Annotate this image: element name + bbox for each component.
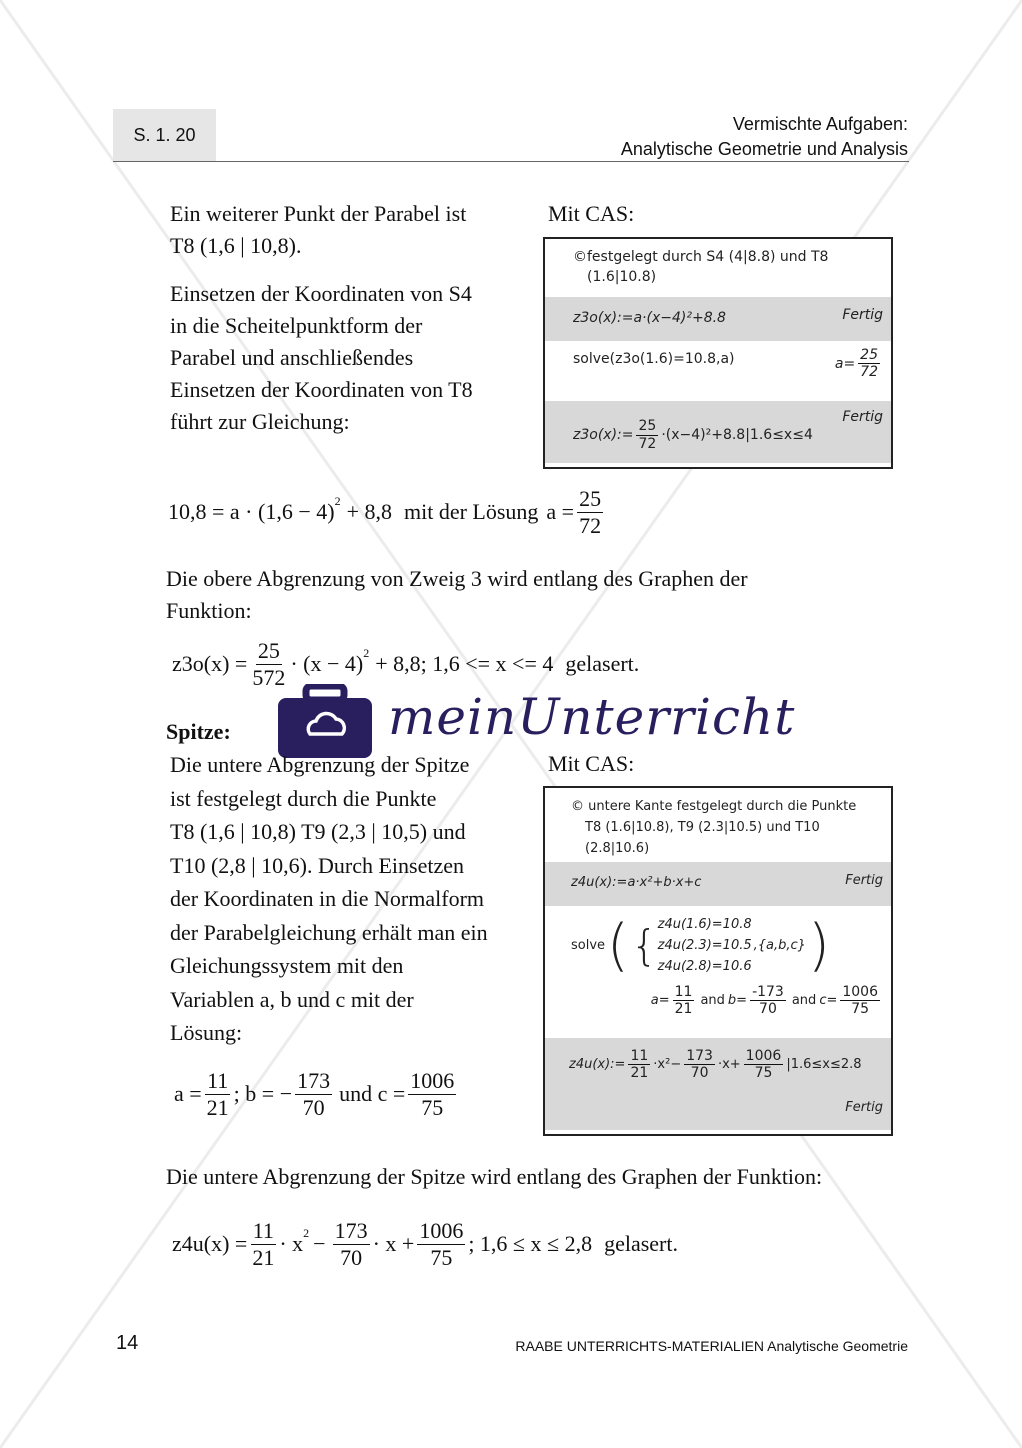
cas-row-define xyxy=(545,297,891,341)
text-line: Einsetzen der Koordinaten von S4 xyxy=(170,281,472,306)
cas-row-define-2 xyxy=(545,1038,891,1130)
cas-result: Fertig xyxy=(842,409,883,425)
section1-explanation xyxy=(170,278,540,438)
page-number: 14 xyxy=(116,1332,139,1354)
cas-result: Fertig xyxy=(842,307,883,323)
cas-input-rest: ·(x−4)²+8.8|1.6≤x≤4 xyxy=(661,427,813,443)
cas-paren: ( xyxy=(607,912,629,978)
cas-comment-line: (1.6|10.8) xyxy=(587,269,657,285)
cas-equation: z4u(2.3)=10.5 xyxy=(657,938,752,953)
cas-row-solve xyxy=(545,341,891,401)
func-term: · x + xyxy=(372,1231,415,1256)
cas-den: 72 xyxy=(638,435,657,452)
func-exp: 2 xyxy=(303,1226,310,1240)
watermark-brand: meinUnterricht xyxy=(388,688,796,746)
cas-row-solve xyxy=(545,906,891,1038)
func-num: 173 xyxy=(334,1218,368,1244)
eq-a-lhs: a = xyxy=(546,499,575,524)
cas-input: z3o(x):= xyxy=(573,427,634,443)
cas-result: Fertig xyxy=(845,873,883,888)
func-den: 572 xyxy=(252,664,286,690)
sol-num: 173 xyxy=(297,1068,331,1094)
text-line: T10 (2,8 | 10,6). Durch Einsetzen xyxy=(170,852,464,878)
section2-text xyxy=(170,748,540,1050)
text-line: Lösung: xyxy=(170,1020,243,1045)
text-line: ist festgelegt durch die Punkte xyxy=(170,785,437,811)
cas-row-define-2 xyxy=(545,401,891,463)
section2-text-after: Die untere Abgrenzung der Spitze wird entlang des Graphen der Funktion: xyxy=(166,1164,823,1189)
cas-input: z3o(x):=a·(x−4)²+8.8 xyxy=(573,310,726,326)
cas-label: Mit CAS: xyxy=(548,201,635,226)
cas-result-lhs: b= xyxy=(727,993,748,1009)
cas-input: solve xyxy=(571,938,606,953)
cas-input: solve(z3o(1.6)=10.8,a) xyxy=(573,351,735,367)
cas-input: z4u(x):=a·x²+b·x+c xyxy=(571,875,702,890)
sol-den: 21 xyxy=(206,1094,229,1120)
cas-label: Mit CAS: xyxy=(548,751,635,776)
eq-exp: 2 xyxy=(334,494,341,508)
cas-input: z4u(x):= xyxy=(569,1057,626,1073)
cas-den: 70 xyxy=(759,1001,777,1018)
func-cond: ; 1,6 ≤ x ≤ 2,8 xyxy=(468,1231,593,1256)
cas-comment-line: ©festgelegt durch S4 (4|8.8) und T8 xyxy=(573,249,829,265)
cas-screenshot-1 xyxy=(543,237,893,469)
cas-result-lhs: a= xyxy=(650,993,670,1009)
cas-result-lhs: c= xyxy=(819,993,838,1009)
cas-and: and xyxy=(700,993,725,1009)
cas-num: 11 xyxy=(630,1048,649,1064)
cas-vars: ,{a,b,c} xyxy=(753,938,806,953)
cas-brace: { xyxy=(630,920,658,970)
func-lhs: z4u(x) = xyxy=(172,1231,248,1256)
header-title-line2: Analytische Geometrie und Analysis xyxy=(620,139,908,159)
func-num: 25 xyxy=(257,638,280,664)
eq-lhs: 10,8 = a · (1,6 − 4) xyxy=(168,499,335,524)
cas-comment-line: (2.8|10.6) xyxy=(585,841,650,856)
page-ref-box xyxy=(113,109,216,161)
eq-mid: mit der Lösung xyxy=(403,499,539,524)
text-line: T8 (1,6 | 10,8) T9 (2,3 | 10,5) und xyxy=(170,819,466,844)
sol-num: 11 xyxy=(207,1068,229,1094)
cas-row-define xyxy=(545,862,891,906)
text-line: Gleichungssystem mit den xyxy=(170,953,404,978)
sol-b-lhs: ; b = − xyxy=(233,1081,293,1106)
cas-den: 75 xyxy=(851,1001,870,1018)
header-title-line1: Vermischte Aufgaben: xyxy=(732,114,908,134)
cas-den: 75 xyxy=(754,1065,773,1082)
cas-term: ·x²− xyxy=(653,1057,682,1073)
func-num: 11 xyxy=(252,1218,274,1244)
func-tail: gelasert. xyxy=(565,651,640,676)
function-z4u xyxy=(172,1212,678,1276)
section2-heading: Spitze: xyxy=(166,719,231,744)
eq-rhs: + 8,8 xyxy=(346,499,392,524)
text-line: Funktion: xyxy=(166,598,252,623)
cas-comment-line: T8 (1.6|10.8), T9 (2.3|10.5) und T10 xyxy=(585,820,820,835)
text-line: Variablen a, b und c mit der xyxy=(170,986,414,1012)
cas-result-den: 72 xyxy=(860,364,878,381)
func-op: − xyxy=(313,1231,326,1256)
func-den: 70 xyxy=(340,1244,363,1270)
cas-result-num: 25 xyxy=(860,347,878,363)
text-line: führt zur Gleichung: xyxy=(170,409,350,434)
func-tail: gelasert. xyxy=(604,1231,678,1256)
func-lhs: z3o(x) = xyxy=(172,651,248,676)
text-line: Ein weiterer Punkt der Parabel ist xyxy=(170,201,467,226)
cas-equation: z4u(1.6)=10.8 xyxy=(657,917,752,932)
eq-a-den: 72 xyxy=(579,512,602,538)
func-term: · x xyxy=(279,1231,304,1256)
sol-den: 70 xyxy=(302,1094,325,1120)
cas-comment-line: © untere Kante festgelegt durch die Punkte xyxy=(571,799,857,814)
cas-equation: z4u(2.8)=10.6 xyxy=(657,959,752,974)
cas-result: Fertig xyxy=(845,1100,883,1115)
text-line: Parabel und anschließendes xyxy=(170,345,414,370)
text-line: Die untere Abgrenzung der Spitze xyxy=(170,752,470,777)
cas-num: 25 xyxy=(638,418,657,435)
equation-a xyxy=(168,480,606,544)
publisher: RAABE UNTERRICHTS-MATERIALIEN Analytische Geometrie xyxy=(515,1338,908,1354)
func-rest: + 8,8; 1,6 <= x <= 4 xyxy=(375,651,554,676)
cas-result-lhs: a= xyxy=(834,355,856,372)
sol-num: 1006 xyxy=(410,1068,455,1094)
solution-abc xyxy=(174,1062,459,1126)
section1-text3 xyxy=(166,563,866,627)
cas-den: 70 xyxy=(690,1065,709,1082)
text-line: Einsetzen der Koordinaten von T8 xyxy=(170,377,473,402)
cas-num: -173 xyxy=(752,984,784,1000)
cas-paren: ) xyxy=(807,912,830,978)
cas-num: 1006 xyxy=(745,1048,782,1064)
func-exp: 2 xyxy=(363,646,370,660)
sol-den: 75 xyxy=(421,1094,444,1120)
cas-num: 173 xyxy=(686,1048,713,1064)
text-line: der Parabelgleichung erhält man ein xyxy=(170,919,488,945)
cas-den: 21 xyxy=(630,1065,649,1082)
cas-comment xyxy=(545,239,891,297)
cas-term: ·x+ xyxy=(717,1057,741,1073)
func-num: 1006 xyxy=(419,1218,464,1244)
text-line: T8 (1,6 | 10,8). xyxy=(170,233,302,258)
page-ref: S. 1. 20 xyxy=(133,124,196,145)
cas-den: 21 xyxy=(674,1001,693,1018)
sol-and: und c = xyxy=(339,1081,406,1106)
sol-a-lhs: a = xyxy=(174,1081,202,1106)
cas-comment xyxy=(545,788,891,862)
section1-intro xyxy=(170,198,540,262)
func-den: 75 xyxy=(430,1244,453,1270)
header-rule xyxy=(113,161,909,162)
func-mid: · (x − 4) xyxy=(290,651,364,676)
cas-cond: |1.6≤x≤2.8 xyxy=(786,1057,862,1073)
text-line: in die Scheitelpunktform der xyxy=(170,313,423,338)
cas-num: 1006 xyxy=(842,984,878,1000)
cas-num: 11 xyxy=(674,984,693,1000)
text-line: der Koordinaten in die Normalform xyxy=(170,886,485,911)
text-line: Die obere Abgrenzung von Zweig 3 wird entlang des Graphen der xyxy=(166,566,748,591)
func-den: 21 xyxy=(252,1244,275,1270)
header-title xyxy=(621,112,908,162)
cas-and: and xyxy=(791,993,817,1009)
cas-screenshot-2 xyxy=(543,786,893,1136)
eq-a-num: 25 xyxy=(579,486,602,512)
